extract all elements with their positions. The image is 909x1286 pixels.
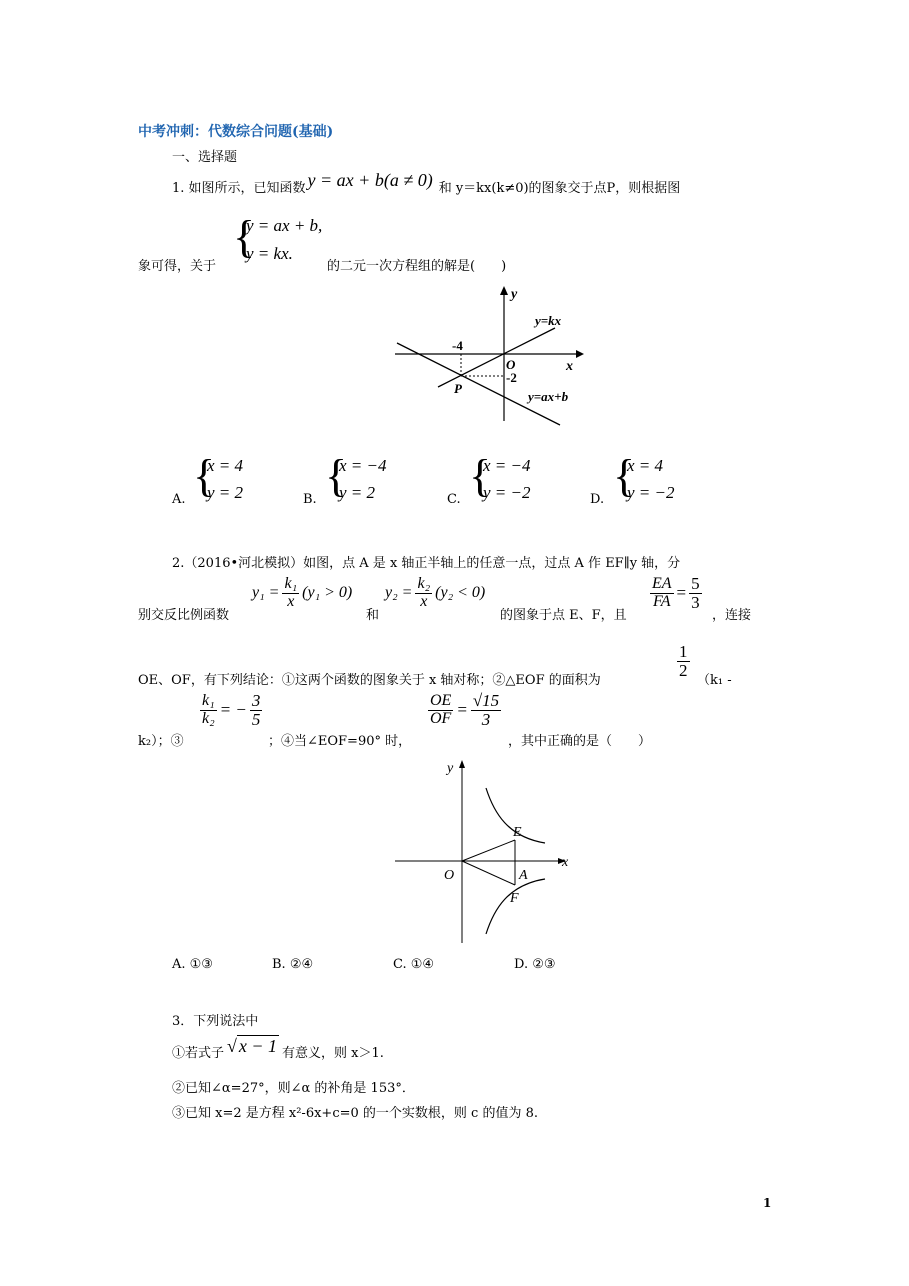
q2-f2-fraction — [415, 576, 432, 611]
q2-graph-point-a: A — [519, 868, 528, 883]
q3-s1-text-a: ①若式子 — [172, 1046, 225, 1061]
q2-c3-vden: 5 — [251, 709, 261, 729]
q2-function-2 — [385, 576, 485, 611]
q1-option-a-letter: A. — [172, 492, 186, 507]
q2-conclusion-3 — [200, 692, 262, 729]
q1-option-c-x: x = −4 — [483, 456, 531, 475]
q1-system-brace: { — [233, 211, 256, 262]
q1-line-axb — [397, 343, 560, 425]
q1-function-1: y = ax + b(a ≠ 0) — [307, 170, 433, 190]
q2-c3-equals: = − — [219, 700, 247, 720]
q1-option-d-brace: { — [613, 450, 636, 501]
q1-system-eq1: y = ax + b, — [246, 216, 323, 235]
q2-graph-x-label: x — [562, 855, 569, 870]
q2-c4-den: OF — [430, 709, 452, 727]
q2-option-d: D. ②③ — [514, 957, 556, 972]
q3-stem: 3．下列说法中 — [172, 1014, 259, 1029]
q1-graph — [390, 283, 600, 428]
q1-option-b-brace: { — [325, 450, 348, 501]
q1-option-d-x: x = 4 — [627, 456, 664, 475]
q2-c3-num: k₁ — [202, 692, 215, 710]
q3-s1-radical — [227, 1036, 279, 1057]
q1-system-eq2: y = kx. — [246, 244, 293, 263]
q2-f2-num: k₂ — [417, 575, 431, 592]
q2-stem-line2-b: 的图象于点 E、F，且 — [500, 608, 627, 623]
q2-stem-line4-b: ；④当∠EOF=90° 时， — [268, 734, 412, 749]
q2-segment-oe — [462, 840, 515, 861]
q2-stem-line2-a: 别交反比例函数 — [138, 608, 230, 623]
q1-stem-text-b: 和 y＝kx(k≠0)的图象交于点P，则根据图 — [438, 181, 681, 196]
q1-option-c-brace: { — [469, 450, 492, 501]
q2-y-arrow — [459, 760, 465, 768]
q1-option-a-x: x = 4 — [207, 456, 244, 475]
q2-c4-vden: 3 — [481, 709, 491, 729]
q3-statement-2: ②已知∠α=27°，则∠α 的补角是 153°． — [172, 1081, 415, 1096]
radical-sign-icon: √ — [227, 1036, 237, 1056]
q2-f2-condition: (y₂ < 0) — [435, 584, 486, 602]
q2-option-b: B. ②④ — [272, 957, 314, 972]
q1-option-c-y: y = −2 — [483, 483, 531, 502]
q2-c4-fraction — [428, 693, 453, 728]
page-number: 1 — [763, 1196, 772, 1210]
q2-segment-of — [462, 861, 515, 885]
q1-option-d-y: y = −2 — [627, 483, 675, 502]
q1-graph-minus4: -4 — [452, 338, 463, 353]
q1-option-d-letter: D. — [590, 492, 605, 507]
q2-half-num: 1 — [679, 642, 688, 661]
q2-f1-den: x — [287, 592, 295, 610]
q1-graph-axb-label: y=ax+b — [528, 389, 569, 404]
q2-stem-line4-a: k₂）；③ — [138, 734, 184, 749]
q2-f2-den: x — [420, 592, 428, 610]
q2-half-fraction — [677, 643, 690, 680]
q1-stem-text-a: 1. 如图所示，已知函数 — [172, 181, 306, 196]
q2-stem-line4-c: ，其中正确的是（ ） — [508, 734, 652, 749]
q2-c3-den: k₂ — [202, 709, 215, 727]
page-title: 中考冲刺：代数综合问题(基础) — [138, 124, 334, 140]
q3-statement-1 — [172, 1036, 384, 1061]
q1-option-b-x: x = −4 — [339, 456, 387, 475]
q2-c4-value — [471, 692, 501, 729]
q2-c3-value — [250, 692, 263, 729]
q2-ratio — [650, 575, 702, 612]
q2-and: 和 — [366, 608, 380, 623]
q1-stem-line1 — [172, 170, 681, 197]
q2-stem-line3-a: OE、OF，有下列结论：①这两个函数的图象关于 x 轴对称；②△EOF 的面积为 — [138, 673, 601, 688]
q2-ratio-den: FA — [653, 592, 671, 610]
q1-option-b-letter: B. — [303, 492, 317, 507]
q1-graph-kx-label: y=kx — [535, 313, 562, 328]
q1-graph-point-p: P — [454, 381, 462, 396]
q2-graph-y-label: y — [447, 761, 454, 776]
q2-ratio-equals: = — [676, 583, 687, 603]
q2-f2-lhs: y₂ = — [385, 584, 413, 602]
q1-stem-line2-a: 象可得，关于 — [138, 259, 217, 274]
q2-ratio-num: EA — [652, 575, 672, 593]
q3-s1-text-b: 有意义，则 x＞1. — [282, 1046, 384, 1061]
q2-graph-point-e: E — [513, 825, 522, 840]
q1-graph-minus2: -2 — [506, 370, 517, 385]
q1-y-arrow — [500, 286, 508, 295]
q2-ratio-fraction — [650, 576, 674, 611]
q2-stem-line2-c: ，连接 — [712, 608, 752, 623]
q2-ratio-vden: 3 — [691, 592, 700, 612]
q2-f1-num: k₁ — [284, 575, 298, 592]
q2-half — [677, 643, 690, 680]
q2-c3-vnum: 3 — [251, 691, 261, 710]
q2-stem-line3-b: （k₁ - — [697, 673, 732, 688]
q1-line-kx — [438, 328, 555, 387]
q1-option-a-y: y = 2 — [207, 483, 244, 502]
q2-c4-num: OE — [430, 692, 452, 710]
q2-curve-y2 — [486, 879, 545, 934]
q2-f1-condition: (y₁ > 0) — [302, 584, 353, 602]
q1-option-c-letter: C. — [447, 492, 461, 507]
q1-option-a-brace: { — [193, 450, 216, 501]
q2-stem-line1: 2.（2016•河北模拟）如图，点 A 是 x 轴正半轴上的任意一点，过点 A 作 EF∥y 轴，分 — [172, 556, 681, 571]
q2-option-a: A. ①③ — [172, 957, 213, 972]
q2-conclusion-4 — [428, 692, 501, 729]
q2-half-den: 2 — [679, 660, 688, 680]
q1-x-arrow — [576, 350, 584, 358]
q2-graph — [390, 755, 580, 947]
q1-graph-y-label: y — [511, 287, 518, 302]
q1-graph-origin: O — [506, 357, 516, 372]
q2-c4-equals: = — [456, 700, 468, 720]
section-heading: 一、选择题 — [172, 150, 238, 165]
q3-statement-3: ③已知 x=2 是方程 x²-6x+c=0 的一个实数根，则 c 的值为 8. — [172, 1106, 538, 1121]
q2-graph-point-f: F — [510, 891, 519, 906]
q2-function-1 — [252, 576, 352, 611]
q3-s1-radicand: x − 1 — [238, 1036, 278, 1056]
q1-option-b-y: y = 2 — [339, 483, 376, 502]
q2-c3-fraction — [200, 693, 217, 728]
q2-ratio-vnum: 5 — [691, 574, 700, 593]
q2-f1-fraction — [282, 576, 299, 611]
q1-stem-line2-b: 的二元一次方程组的解是( ) — [327, 259, 507, 274]
q2-ratio-value — [689, 575, 702, 612]
q1-graph-x-label: x — [566, 359, 573, 374]
q2-option-c: C. ①④ — [393, 957, 435, 972]
q2-f1-lhs: y₁ = — [252, 584, 280, 602]
q2-graph-origin: O — [444, 868, 455, 883]
q2-c4-vnum: √15 — [472, 691, 500, 710]
